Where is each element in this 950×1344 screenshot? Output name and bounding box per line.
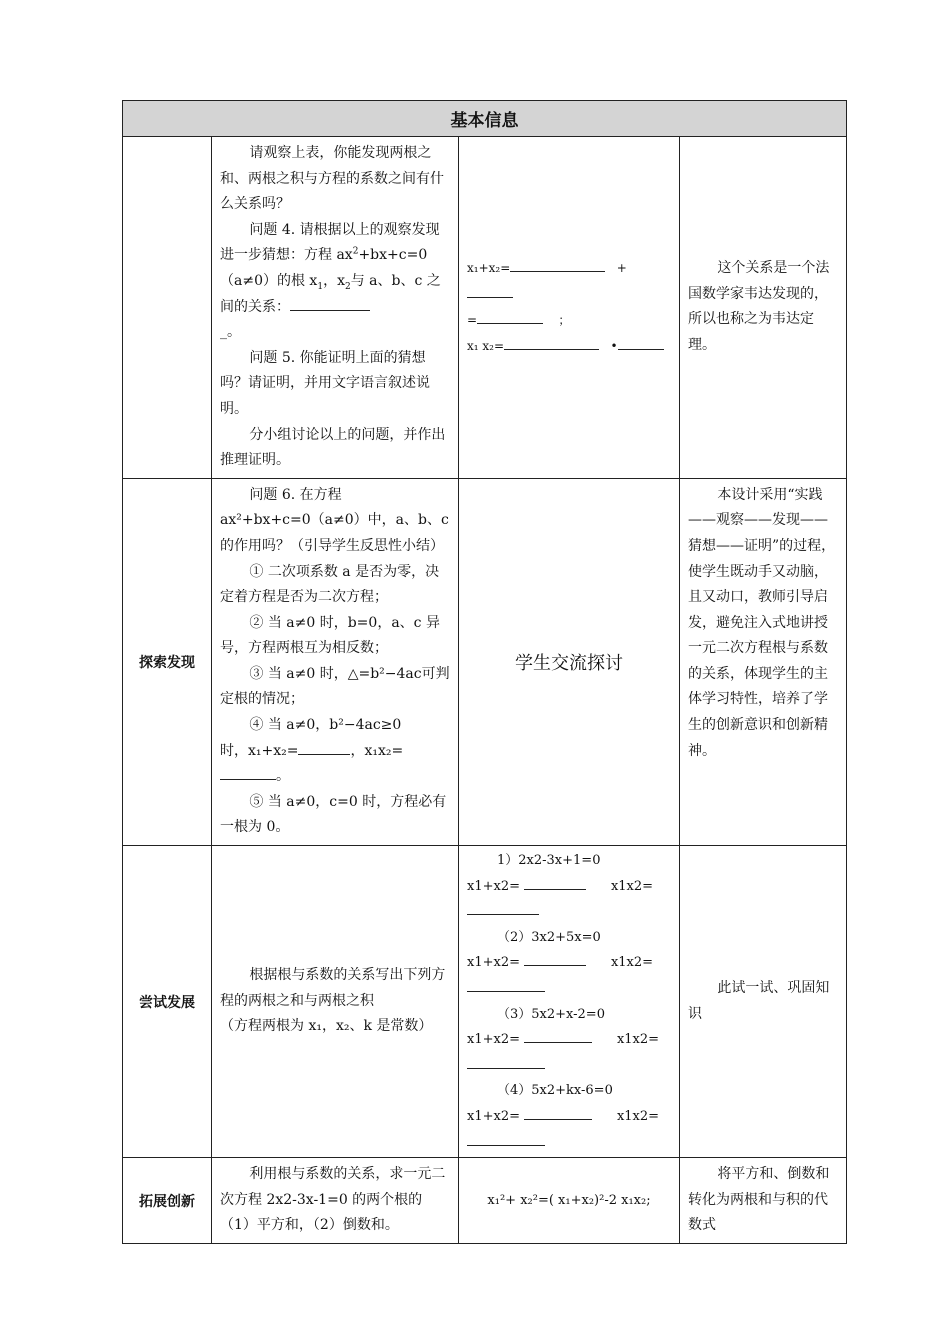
- sum-prefix: x₁+x₂=: [467, 261, 511, 276]
- row2-label: 探索发现: [123, 478, 212, 845]
- table-header: 基本信息: [123, 101, 847, 137]
- row3-exercises: 1）2x2-3x+1=0 x1+x2= x1x2= （2）3x2+5x=0 x1+x2= x1x2= （3）5x2+x-2=0 x1+x2= x1x2= （4）5x2+kx-6=0 x1+x2= x1x2=: [459, 846, 680, 1158]
- exercise-3: （3）5x2+x-2=0: [497, 1006, 605, 1022]
- row2-content: 问题 6. 在方程 ax²+bx+c=0（a≠0）中，a、b、c 的作用吗？（引导学生反思性小结） ① 二次项系数 a 是否为零，决定着方程是否为二次方程； ② 当 a≠0 时，b=0，a、c 异号，方程两根互为相反数； ③ 当 a≠0 时，△=b²−4ac可判定根的情况； ④ 当 a≠0，b²−4ac≥0 时，x₁+x₂= ，x₁x₂=。 ⑤ 当 a≠0，c=0 时，方程必有一根为 0。: [212, 478, 459, 845]
- row2-note: 本设计采用“实践——观察——发现——猜想——证明”的过程，使学生既动手又动脑，且又动口，教师引导启发，避免注入式地讲授一元二次方程根与系数的关系，体现学生的主体学习特性，培养了学生的创新意识和创新精神。: [680, 478, 847, 845]
- row3-content: 根据根与系数的关系写出下列方程的两根之和与两根之积 （方程两根为 x₁，x₂、k 是常数）: [212, 846, 459, 1158]
- exercise-4: （4）5x2+kx-6=0: [497, 1083, 613, 1099]
- row1-p4: 分小组讨论以上的问题，并作出推理证明。: [220, 426, 446, 469]
- row1-note: 这个关系是一个法国数学家韦达发现的，所以也称之为韦达定理。: [680, 137, 847, 479]
- row4-content: 利用根与系数的关系，求一元二次方程 2x2-3x-1=0 的两个根的（1）平方和，（2）倒数和。: [212, 1158, 459, 1244]
- prod-prefix: x₁ x₂=: [467, 339, 505, 354]
- row4-note: 将平方和、倒数和转化为两根和与积的代数式: [680, 1158, 847, 1244]
- row1-p1: 请观察上表，你能发现两根之和、两根之积与方程的系数之间有什么关系吗？: [220, 145, 444, 213]
- row1-p3: 问题 5. 你能证明上面的猜想吗？请证明，并用文字语言叙述说明。: [220, 349, 430, 417]
- exercise-1: 1）2x2-3x+1=0: [497, 853, 601, 869]
- row1-content: [212, 137, 459, 479]
- exercise-2: （2）3x2+5x=0: [497, 929, 601, 945]
- row1-p2: 问题 4. 请根据以上的观察发现进一步猜想：方程 $ax^2+bx+c=0(a\ne 0)$的根 $x_1$，$x_2$与 a、b、c 之间的关系： _。: [220, 221, 441, 341]
- row4-label: 拓展创新: [123, 1158, 212, 1244]
- row2-middle: 学生交流探讨: [459, 478, 680, 845]
- row1-formula: x₁+x₂= + = ； x₁ x₂= •: [459, 137, 680, 479]
- row1-label: [123, 137, 212, 479]
- row3-label: 尝试发展: [123, 846, 212, 1158]
- row3-note: 此试一试、巩固知识: [680, 846, 847, 1158]
- row4-formula: x₁²+ x₂²=( x₁+x₂)²-2 x₁x₂;: [459, 1158, 680, 1244]
- lesson-table: [122, 100, 847, 1244]
